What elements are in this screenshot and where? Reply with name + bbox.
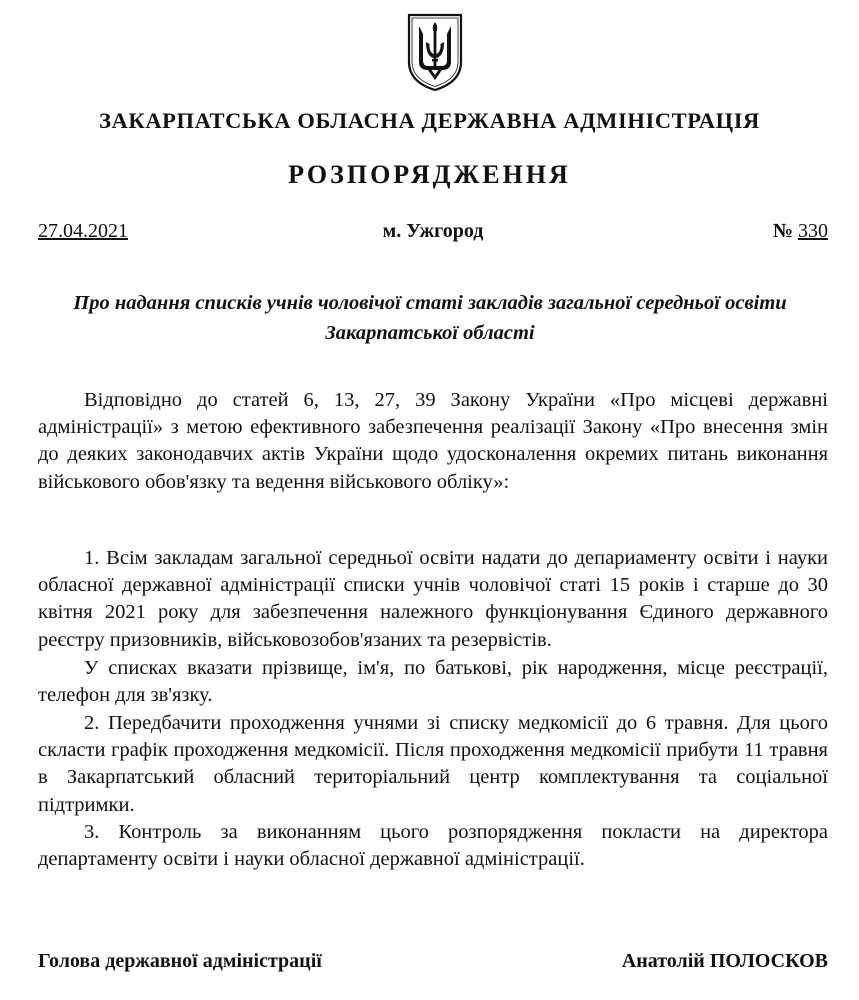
signatory-position: Голова державної адміністрації [38, 950, 322, 972]
intro-text: Відповідно до статей 6, 13, 27, 39 Закону України «Про місцеві державні адміністрації» з метою ефективного забезпечення реалізації Закону «Про внесення змін до деяких законодавчих актів України щодо удосконалення окремих питань виконання військового обов'язку та ведення військового обліку»: [38, 389, 828, 493]
document-meta-row [38, 220, 828, 250]
signatory-name: Анатолій ПОЛОСКОВ [621, 950, 828, 972]
item-2-text: 2. Передбачити проходження учнями зі списку медкомісії до 6 травня. Для цього скласти графік проходження медкомісії. Після проходження медкомісії прибути 11 травня в Закарпатський обласний територіальний центр комплектування та соціальної підтримки. [38, 712, 828, 816]
item-2-paragraph [38, 710, 828, 819]
document-type-title: РОЗПОРЯДЖЕННЯ [288, 160, 571, 189]
document-city: м. Ужгород [382, 220, 484, 242]
item-1-note-paragraph [38, 655, 828, 709]
item-1-note-text: У списках вказати прізвище, ім'я, по батькові, рік народження, місце реєстрації, телефон для зв'язку. [38, 657, 828, 707]
organization-name: ЗАКАРПАТСЬКА ОБЛАСНА ДЕРЖАВНА АДМІНІСТРАЦІЯ [99, 108, 760, 133]
document-number [773, 220, 828, 243]
subject-text: Про надання списків учнів чоловічої статі закладів загальної середньої освіти Закарпатської області [73, 292, 787, 344]
document-date: 27.04.2021 [38, 220, 128, 242]
item-1-text: 1. Всім закладам загальної середньої освіти надати до депариаменту освіти і науки обласної державної адміністрації списки учнів чоловічої статі 15 років і старше до 30 квітня 2021 року для забезпечення належного функціонування Єдиного державного реєстру призовників, військовозобов'язаних та резервістів. [38, 547, 828, 651]
document-subject [40, 288, 820, 348]
number-sign: № [772, 220, 793, 242]
item-1-paragraph [38, 545, 828, 654]
intro-paragraph [38, 387, 828, 496]
item-3-paragraph [38, 819, 828, 873]
number-value: 330 [798, 220, 828, 242]
item-3-text: 3. Контроль за виконанням цього розпорядження покласти на директора департаменту освіти і науки обласної державної адміністрації. [38, 821, 828, 871]
tryzub-coat-of-arms-icon [406, 12, 464, 92]
